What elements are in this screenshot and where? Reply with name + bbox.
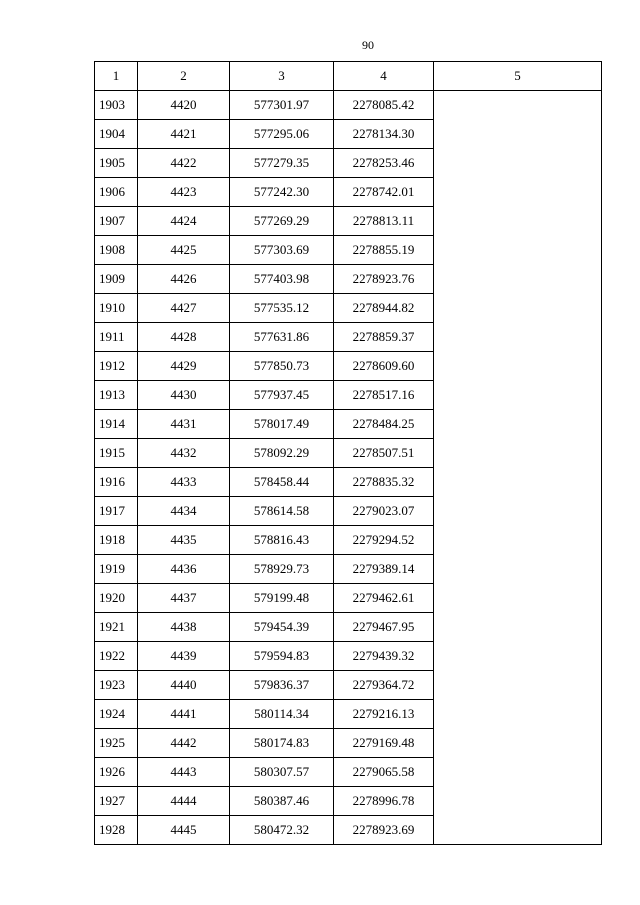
table-cell-col-1: 1925 — [95, 729, 138, 758]
table-cell-col-3: 579594.83 — [230, 642, 334, 671]
table-cell-col-1: 1920 — [95, 584, 138, 613]
table-cell-col-1: 1921 — [95, 613, 138, 642]
table-cell-col-3: 579836.37 — [230, 671, 334, 700]
table-cell-col-4: 2279216.13 — [334, 700, 434, 729]
table-cell-col-2: 4445 — [138, 816, 230, 845]
table-cell-col-4: 2279364.72 — [334, 671, 434, 700]
column-header-1: 1 — [95, 62, 138, 91]
table-cell-col-1: 1903 — [95, 91, 138, 120]
table-cell-col-3: 578614.58 — [230, 497, 334, 526]
table-cell-col-2: 4444 — [138, 787, 230, 816]
table-cell-col-1: 1906 — [95, 178, 138, 207]
table-cell-col-2: 4429 — [138, 352, 230, 381]
table-cell-col-3: 578816.43 — [230, 526, 334, 555]
table-cell-col-2: 4425 — [138, 236, 230, 265]
table-cell-col-4: 2278944.82 — [334, 294, 434, 323]
table-cell-col-3: 578017.49 — [230, 410, 334, 439]
table-cell-col-3: 577295.06 — [230, 120, 334, 149]
table-cell-col-3: 577403.98 — [230, 265, 334, 294]
table-cell-col-3: 577269.29 — [230, 207, 334, 236]
table-cell-col-2: 4428 — [138, 323, 230, 352]
table-cell-col-1: 1916 — [95, 468, 138, 497]
table-cell-col-1: 1910 — [95, 294, 138, 323]
table-cell-col-3: 577937.45 — [230, 381, 334, 410]
table-cell-col-2: 4426 — [138, 265, 230, 294]
table-cell-col-1: 1928 — [95, 816, 138, 845]
table-cell-col-4: 2279462.61 — [334, 584, 434, 613]
table-cell-col-2: 4431 — [138, 410, 230, 439]
table-cell-col-3: 578458.44 — [230, 468, 334, 497]
table-cell-col-3: 577242.30 — [230, 178, 334, 207]
table-cell-col-2: 4434 — [138, 497, 230, 526]
table-cell-col-1: 1908 — [95, 236, 138, 265]
column-header-5: 5 — [434, 62, 602, 91]
table-cell-col-1: 1923 — [95, 671, 138, 700]
table-cell-col-2: 4424 — [138, 207, 230, 236]
table-cell-col-4: 2279023.07 — [334, 497, 434, 526]
column-header-4: 4 — [334, 62, 434, 91]
table-cell-col-4: 2279294.52 — [334, 526, 434, 555]
table-cell-col-4: 2278507.51 — [334, 439, 434, 468]
table-cell-col-1: 1904 — [95, 120, 138, 149]
table-cell-col-4: 2279169.48 — [334, 729, 434, 758]
table-cell-col-1: 1911 — [95, 323, 138, 352]
table-cell-col-3: 577301.97 — [230, 91, 334, 120]
table-cell-col-2: 4433 — [138, 468, 230, 497]
table-cell-col-2: 4432 — [138, 439, 230, 468]
table-cell-col-1: 1909 — [95, 265, 138, 294]
table-cell-col-2: 4423 — [138, 178, 230, 207]
table-cell-col-3: 577535.12 — [230, 294, 334, 323]
table-cell-col-4: 2278859.37 — [334, 323, 434, 352]
table-cell-col-1: 1907 — [95, 207, 138, 236]
table-cell-col-4: 2278923.76 — [334, 265, 434, 294]
table-cell-col-4: 2278855.19 — [334, 236, 434, 265]
table-cell-col-1: 1913 — [95, 381, 138, 410]
table-cell-col-4: 2278517.16 — [334, 381, 434, 410]
table-cell-col-4: 2278609.60 — [334, 352, 434, 381]
table-cell-col-4: 2278253.46 — [334, 149, 434, 178]
table-cell-col-2: 4439 — [138, 642, 230, 671]
table-cell-col-1: 1918 — [95, 526, 138, 555]
table-cell-col-3: 577303.69 — [230, 236, 334, 265]
column-header-2: 2 — [138, 62, 230, 91]
table-cell-col-4: 2279467.95 — [334, 613, 434, 642]
table-cell-col-5 — [434, 91, 602, 845]
header-row — [95, 62, 602, 91]
table-cell-col-3: 580307.57 — [230, 758, 334, 787]
table-cell-col-1: 1915 — [95, 439, 138, 468]
table-cell-col-1: 1914 — [95, 410, 138, 439]
page-number: 90 — [362, 38, 374, 52]
table-cell-col-2: 4436 — [138, 555, 230, 584]
table-cell-col-4: 2278813.11 — [334, 207, 434, 236]
table-cell-col-2: 4440 — [138, 671, 230, 700]
table-cell-col-2: 4442 — [138, 729, 230, 758]
table-cell-col-2: 4437 — [138, 584, 230, 613]
table-cell-col-4: 2278484.25 — [334, 410, 434, 439]
table-cell-col-4: 2279389.14 — [334, 555, 434, 584]
table-cell-col-1: 1926 — [95, 758, 138, 787]
column-header-3: 3 — [230, 62, 334, 91]
table-cell-col-1: 1922 — [95, 642, 138, 671]
table-cell-col-2: 4430 — [138, 381, 230, 410]
table-cell-col-4: 2278742.01 — [334, 178, 434, 207]
table-cell-col-3: 580174.83 — [230, 729, 334, 758]
table-cell-col-1: 1924 — [95, 700, 138, 729]
table-cell-col-1: 1912 — [95, 352, 138, 381]
table-cell-col-1: 1917 — [95, 497, 138, 526]
table-row — [95, 91, 602, 120]
table-cell-col-2: 4420 — [138, 91, 230, 120]
table-cell-col-3: 580472.32 — [230, 816, 334, 845]
table-cell-col-1: 1905 — [95, 149, 138, 178]
table-body — [95, 91, 602, 845]
table-cell-col-3: 577850.73 — [230, 352, 334, 381]
coordinates-table — [94, 61, 602, 845]
table-cell-col-1: 1919 — [95, 555, 138, 584]
table-cell-col-2: 4435 — [138, 526, 230, 555]
table-cell-col-3: 578092.29 — [230, 439, 334, 468]
table-header — [95, 62, 602, 91]
table-cell-col-2: 4441 — [138, 700, 230, 729]
table-cell-col-2: 4427 — [138, 294, 230, 323]
table-cell-col-2: 4443 — [138, 758, 230, 787]
table-cell-col-1: 1927 — [95, 787, 138, 816]
table-cell-col-3: 579199.48 — [230, 584, 334, 613]
table-cell-col-4: 2278134.30 — [334, 120, 434, 149]
table-cell-col-4: 2278923.69 — [334, 816, 434, 845]
table-cell-col-4: 2278835.32 — [334, 468, 434, 497]
table-cell-col-4: 2278085.42 — [334, 91, 434, 120]
table-cell-col-3: 578929.73 — [230, 555, 334, 584]
table-cell-col-3: 577279.35 — [230, 149, 334, 178]
table-cell-col-3: 579454.39 — [230, 613, 334, 642]
table-cell-col-2: 4438 — [138, 613, 230, 642]
table-cell-col-4: 2279065.58 — [334, 758, 434, 787]
table-cell-col-2: 4421 — [138, 120, 230, 149]
table-cell-col-3: 577631.86 — [230, 323, 334, 352]
table-cell-col-4: 2279439.32 — [334, 642, 434, 671]
table-cell-col-2: 4422 — [138, 149, 230, 178]
table-cell-col-3: 580114.34 — [230, 700, 334, 729]
table-cell-col-3: 580387.46 — [230, 787, 334, 816]
table-cell-col-4: 2278996.78 — [334, 787, 434, 816]
